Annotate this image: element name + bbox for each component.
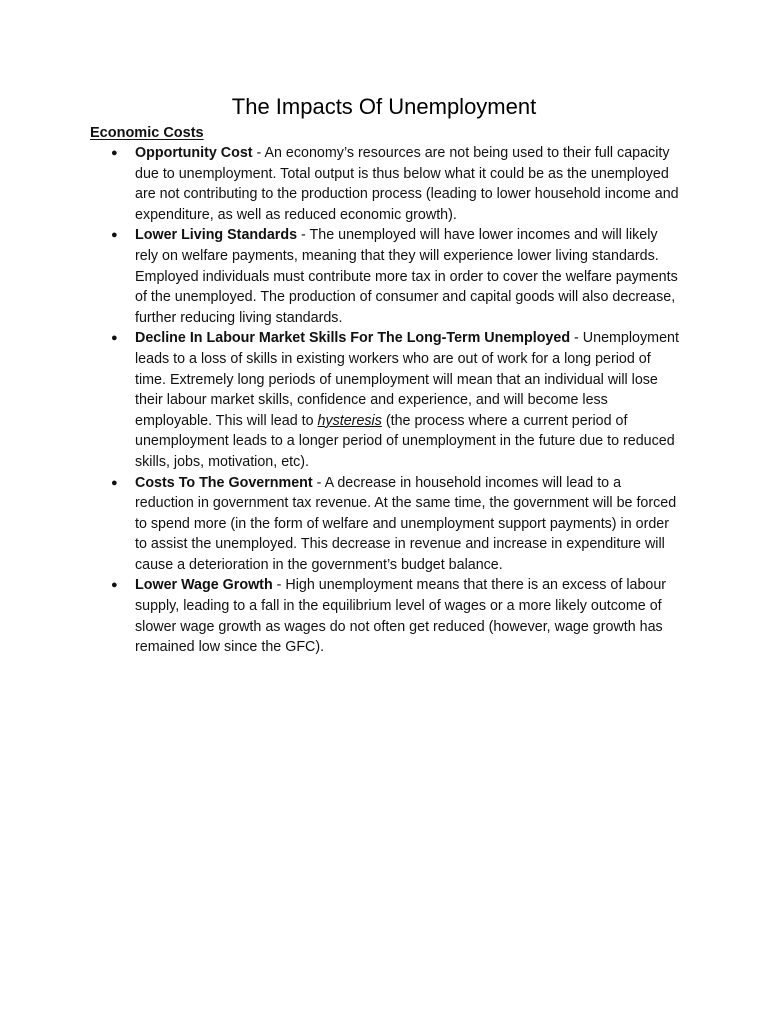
bullet-list (111, 143, 680, 658)
bullet-term: Costs To The Government (135, 474, 313, 491)
bullet-icon: ● (111, 229, 118, 242)
bullet-separator: - (312, 474, 325, 491)
bullet-icon: ● (111, 147, 118, 159)
bullet-text-after: (the process where a current period of unemployment leads to a longer period of unemployment in the future due to reduced skills, jobs, motivation, etc). (135, 412, 675, 470)
bullet-text: High unemployment means that there is an excess of labour supply, leading to a fall in the equilibrium level of wages or a more likely outcome of slower wage growth as wages do not often get reduced (however, wage growth has remained low since the GFC). (135, 577, 667, 656)
bullet-term: Decline In Labour Market Skills For The Long-Term Unemployed (135, 330, 571, 347)
bullet-term: Lower Living Standards (135, 227, 298, 244)
bullet-text-before: Unemployment leads to a loss of skills in existing workers who are out of work for a long period of time. Extremely long periods of unemployment will mean that an individual will lose their labour market skills, confidence and experience, and will become less employable. This will lead to (135, 330, 679, 429)
bullet-icon: ● (111, 332, 118, 345)
list-item (111, 143, 680, 225)
page-title: The Impacts Of Unemployment (231, 94, 537, 119)
section-heading: Economic Costs (90, 125, 204, 141)
list-item (111, 225, 680, 328)
bullet-separator: - (252, 145, 265, 161)
bullet-icon: ● (111, 579, 118, 592)
hysteresis-term: hysteresis (317, 412, 382, 429)
list-item (111, 473, 680, 576)
bullet-text: The unemployed will have lower incomes and will likely rely on welfare payments, meaning that they will experience lower living standards. Employed individuals must contribute more tax in order to cover the welfare payments of the unemployed. The production of consumer and capital goods will also decrease, further reducing living standards. (135, 227, 678, 326)
bullet-term: Lower Wage Growth (135, 577, 273, 594)
list-item (111, 575, 680, 657)
bullet-text: A decrease in household incomes will lead to a reduction in government tax revenue. At the same time, the government will be forced to spend more (in the form of welfare and unemployment support payments) in order to assist the unemployed. This decrease in revenue and increase in expenditure will cause a deterioration in the government’s budget balance. (135, 474, 677, 573)
bullet-separator: - (570, 330, 583, 347)
bullet-separator: - (272, 577, 286, 594)
bullet-text: An economy’s resources are not being used to their full capacity due to unemployment. Total output is thus below what it could be as the unemployed are not contributing to the production process (leading to lower household income and expenditure, as well as reduced economic growth). (135, 145, 679, 223)
bullet-icon: ● (111, 476, 118, 489)
bullet-term: Opportunity Cost (135, 145, 253, 161)
list-item (111, 328, 680, 472)
bullet-separator: - (297, 227, 310, 244)
